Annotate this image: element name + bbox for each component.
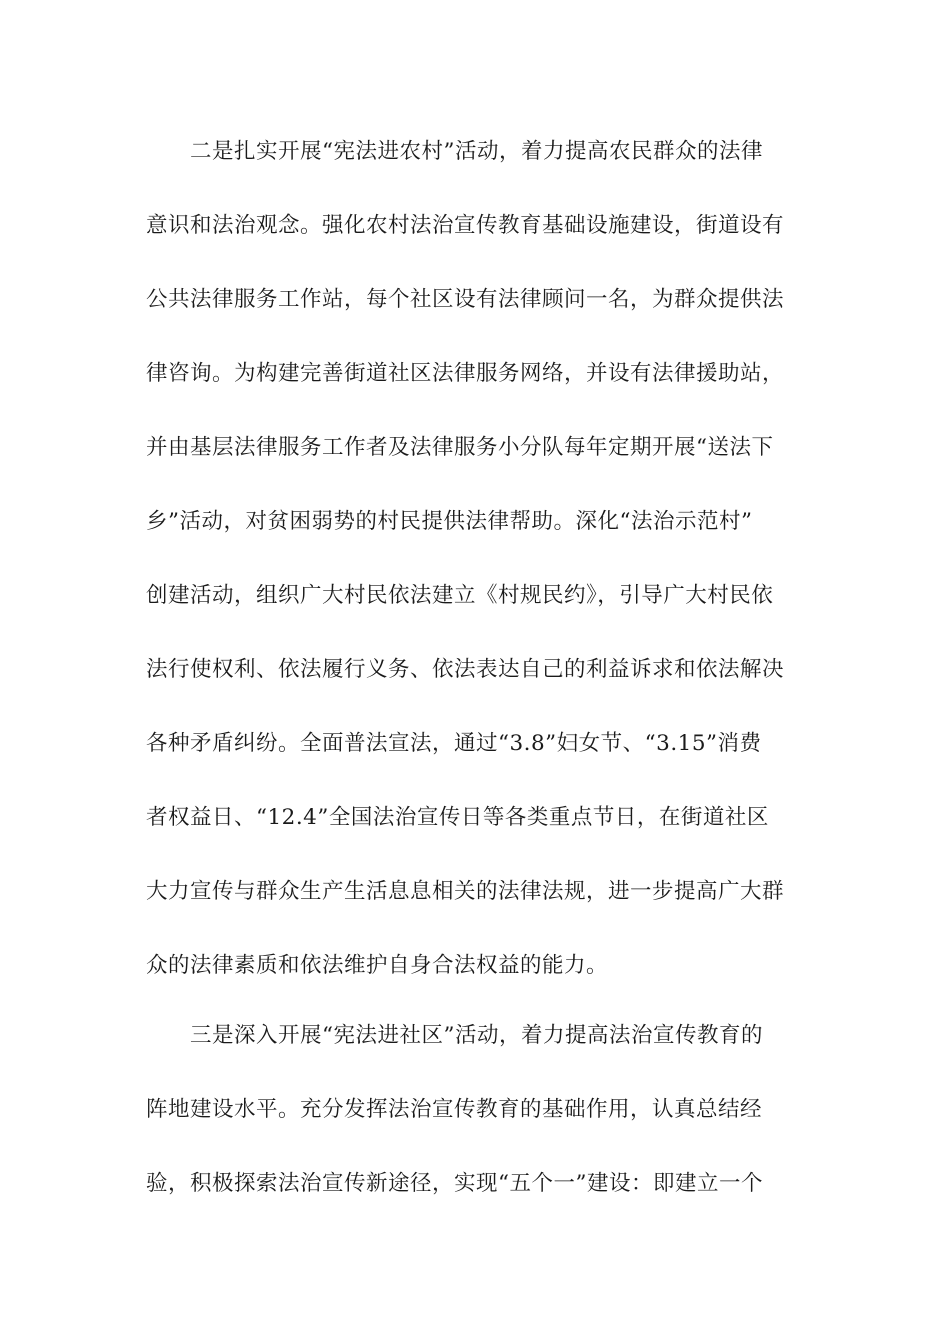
paragraph-line: 乡”活动，对贫困弱势的村民提供法律帮助。深化“法治示范村”: [146, 509, 753, 534]
paragraph-line: 者权益日、“12.4”全国法治宣传日等各类重点节日，在街道社区: [146, 805, 769, 830]
paragraph-line: 并由基层法律服务工作者及法律服务小分队每年定期开展“送法下: [146, 435, 774, 460]
paragraph-line: 创建活动，组织广大村民依法建立《村规民约》，引导广大村民依: [146, 583, 774, 608]
paragraph-line: 二是扎实开展“宪法进农村”活动，着力提高农民群众的法律: [190, 139, 763, 164]
paragraph-line: 意识和法治观念。强化农村法治宣传教育基础设施建设，街道设有: [146, 213, 785, 238]
paragraph-line: 阵地建设水平。充分发挥法治宣传教育的基础作用，认真总结经: [146, 1097, 763, 1122]
paragraph-line: 律咨询。为构建完善街道社区法律服务网络，并设有法律援助站，: [146, 361, 785, 386]
paragraph-line: 众的法律素质和依法维护自身合法权益的能力。: [146, 953, 609, 978]
paragraph-line: 各种矛盾纠纷。全面普法宣法，通过“3.8”妇女节、“3.15”消费: [146, 731, 762, 756]
paragraph-line: 法行使权利、依法履行义务、依法表达自己的利益诉求和依法解决: [146, 657, 785, 682]
paragraph-line: 三是深入开展“宪法进社区”活动，着力提高法治宣传教育的: [190, 1023, 763, 1048]
paragraph-line: 验，积极探索法治宣传新途径，实现“五个一”建设：即建立一个: [146, 1171, 763, 1196]
paragraph-line: 大力宣传与群众生产生活息息相关的法律法规，进一步提高广大群: [146, 879, 785, 904]
paragraph-line: 公共法律服务工作站，每个社区设有法律顾问一名，为群众提供法: [146, 287, 785, 312]
